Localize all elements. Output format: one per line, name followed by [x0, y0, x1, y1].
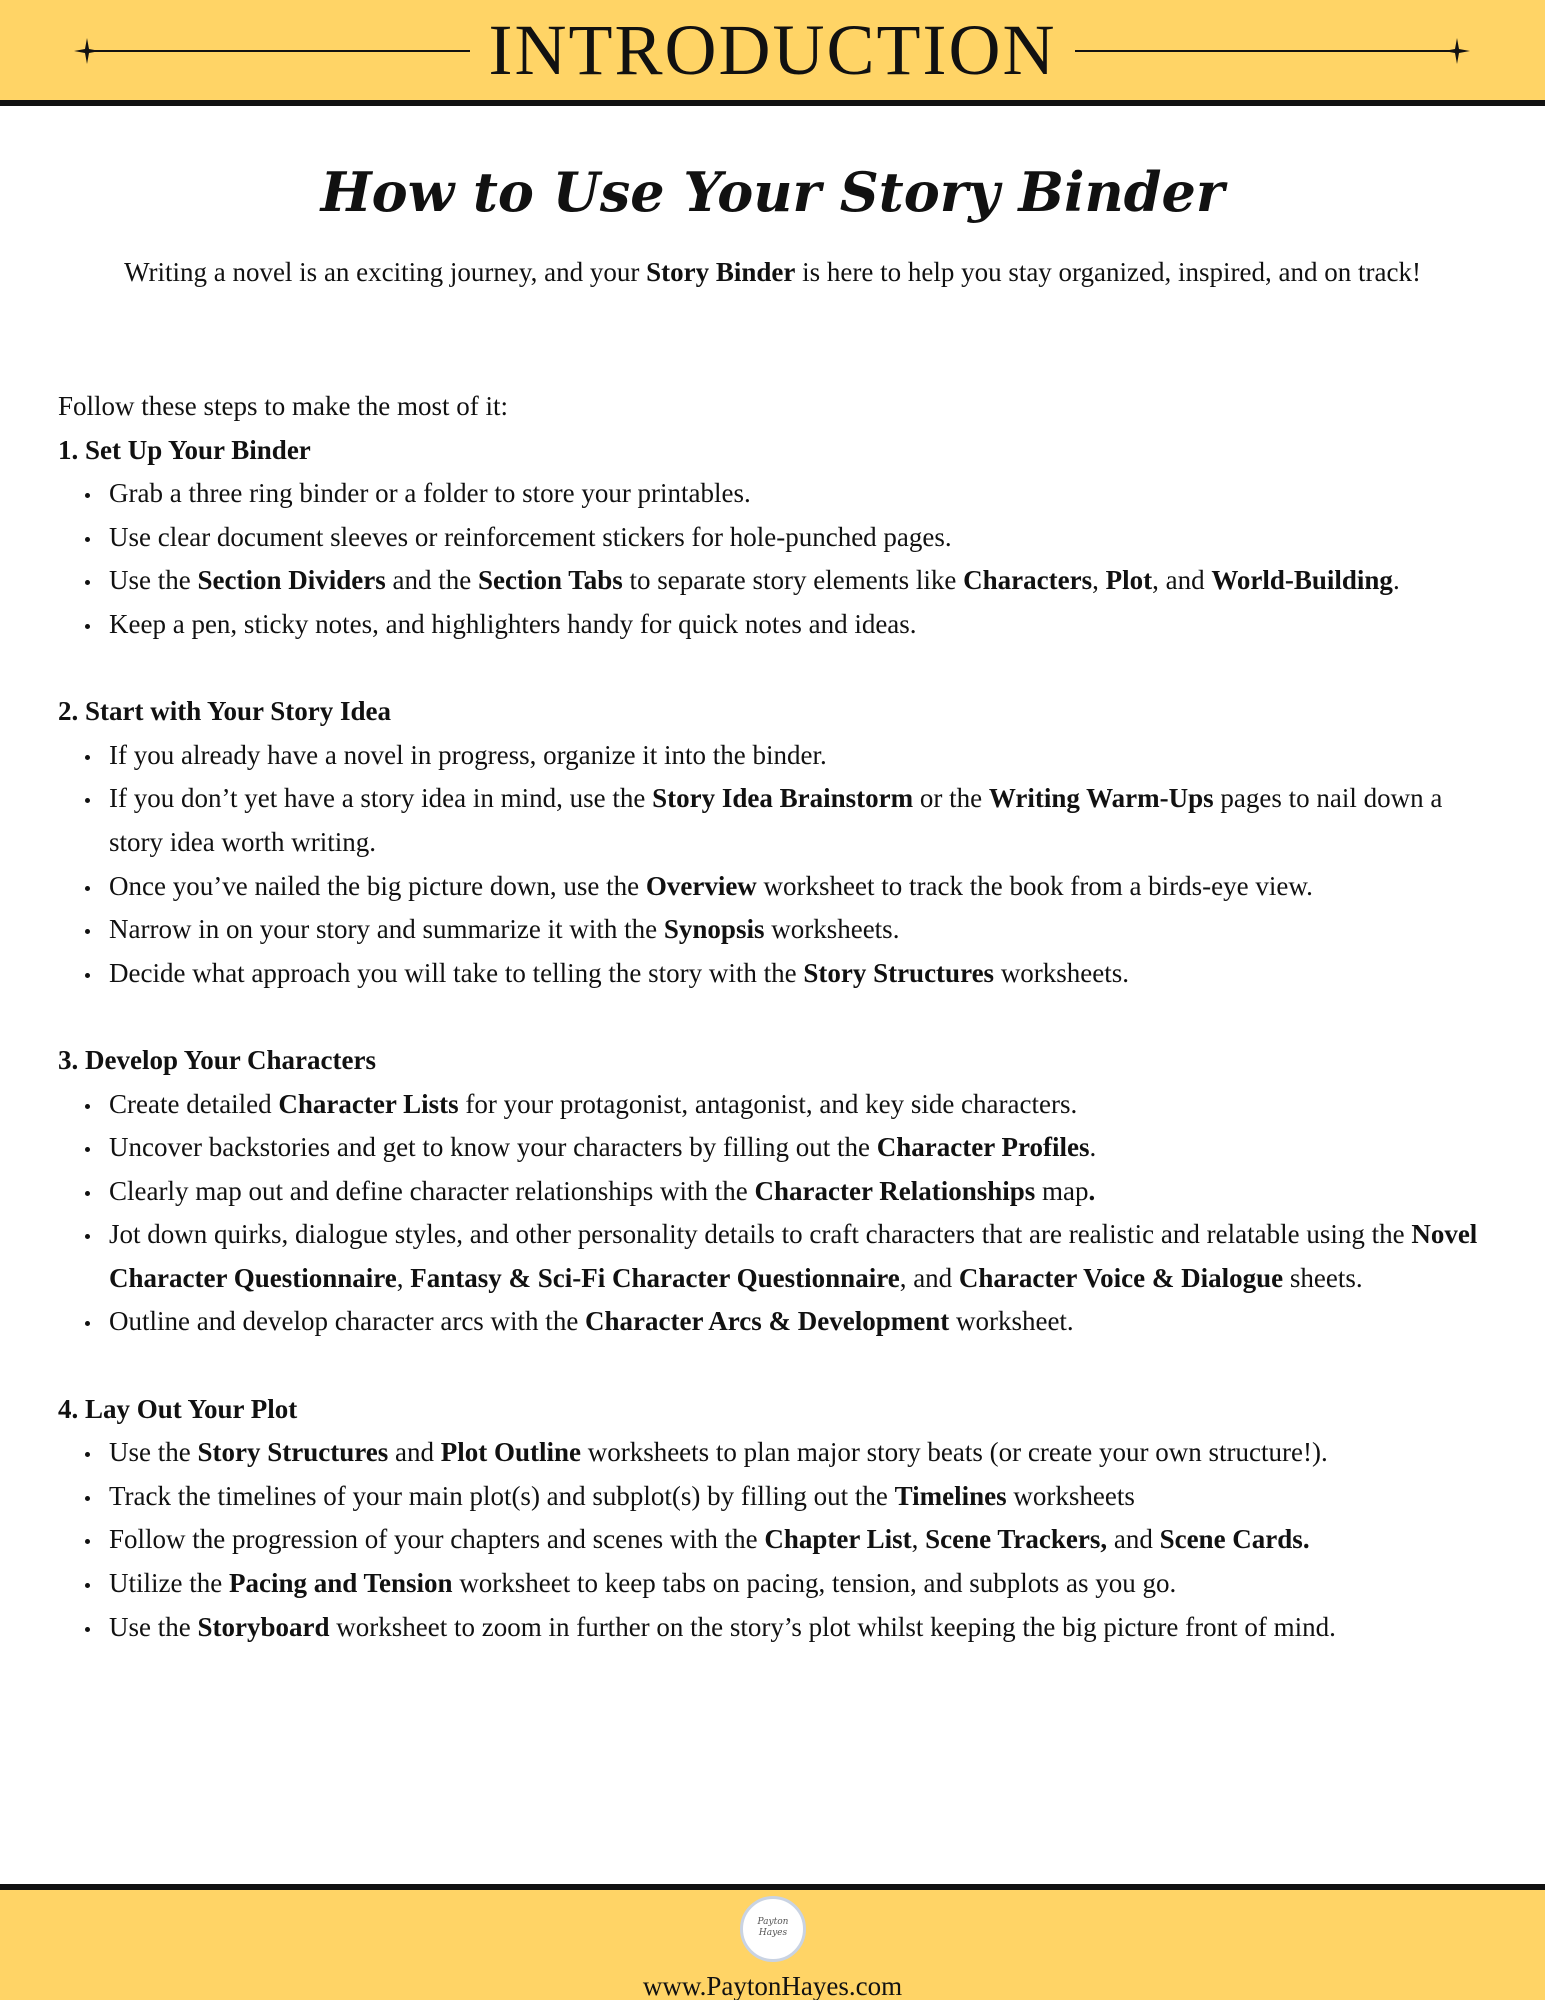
- list-item: Narrow in on your story and summarize it with the Synopsis worksheets.: [58, 908, 1498, 952]
- section-heading: 1. Set Up Your Binder: [58, 434, 311, 465]
- list-item: Utilize the Pacing and Tension worksheet to keep tabs on pacing, tension, and subplots as you go.: [58, 1562, 1498, 1606]
- website-link[interactable]: www.PaytonHayes.com: [642, 1971, 903, 2000]
- page-title: How to Use Your Story Binder: [320, 160, 1225, 224]
- list-item: If you already have a novel in progress, organize it into the binder.: [58, 734, 1498, 778]
- bullet-list: [58, 1083, 1498, 1345]
- bullet-list: [58, 1431, 1498, 1649]
- list-item: Jot down quirks, dialogue styles, and other personality details to craft characters that are realistic and relatable using the Novel Character Questionnaire, Fantasy & Sci-Fi Character Questionnaire, and Character Voice & Dialogue sheets.: [58, 1213, 1498, 1300]
- section-characters: [58, 1039, 1498, 1344]
- intro-paragraph: Writing a novel is an exciting journey, and your Story Binder is here to help you stay organized, inspired, and on track!: [124, 257, 1421, 287]
- bullet-list: [58, 734, 1498, 996]
- header-band: [0, 0, 1545, 106]
- section-set-up-binder: [58, 429, 1498, 647]
- section-heading: 2. Start with Your Story Idea: [58, 696, 392, 727]
- bullet-list: [58, 472, 1498, 646]
- list-item: Use the Section Dividers and the Section Tabs to separate story elements like Characters, Plot, and World-Building.: [58, 559, 1498, 603]
- list-item: Outline and develop character arcs with the Character Arcs & Development worksheet.: [58, 1300, 1498, 1344]
- header-title: INTRODUCTION: [488, 10, 1057, 90]
- section-story-idea: [58, 690, 1498, 995]
- list-item: Grab a three ring binder or a folder to store your printables.: [58, 472, 1498, 516]
- lead-text: Follow these steps to make the most of it:: [58, 391, 508, 421]
- list-item: Use clear document sleeves or reinforcement stickers for hole-punched pages.: [58, 516, 1498, 560]
- list-item: Follow the progression of your chapters and scenes with the Chapter List, Scene Trackers, and Scene Cards.: [58, 1518, 1498, 1562]
- list-item: Use the Storyboard worksheet to zoom in further on the story’s plot whilst keeping the big picture front of mind.: [58, 1606, 1498, 1650]
- logo-text: Payton Hayes: [757, 1917, 789, 1938]
- list-item: Clearly map out and define character relationships with the Character Relationships map.: [58, 1170, 1498, 1214]
- list-item: Uncover backstories and get to know your characters by filling out the Character Profiles.: [58, 1126, 1498, 1170]
- author-logo: [740, 1896, 806, 1962]
- section-heading: 3. Develop Your Characters: [58, 1044, 376, 1075]
- section-heading: 4. Lay Out Your Plot: [58, 1393, 298, 1424]
- list-item: If you don’t yet have a story idea in mind, use the Story Idea Brainstorm or the Writing Warm-Ups pages to nail down a story idea worth writing.: [58, 777, 1498, 864]
- list-item: Keep a pen, sticky notes, and highlighters handy for quick notes and ideas.: [58, 603, 1498, 647]
- list-item: Use the Story Structures and Plot Outline worksheets to plan major story beats (or create your own structure!).: [58, 1431, 1498, 1475]
- section-plot: [58, 1388, 1498, 1650]
- list-item: Decide what approach you will take to telling the story with the Story Structures worksheets.: [58, 952, 1498, 996]
- main-content: [58, 385, 1498, 1649]
- list-item: Once you’ve nailed the big picture down, use the Overview worksheet to track the book from a birds-eye view.: [58, 865, 1498, 909]
- list-item: Create detailed Character Lists for your protagonist, antagonist, and key side characters.: [58, 1083, 1498, 1127]
- list-item: Track the timelines of your main plot(s) and subplot(s) by filling out the Timelines worksheets: [58, 1475, 1498, 1519]
